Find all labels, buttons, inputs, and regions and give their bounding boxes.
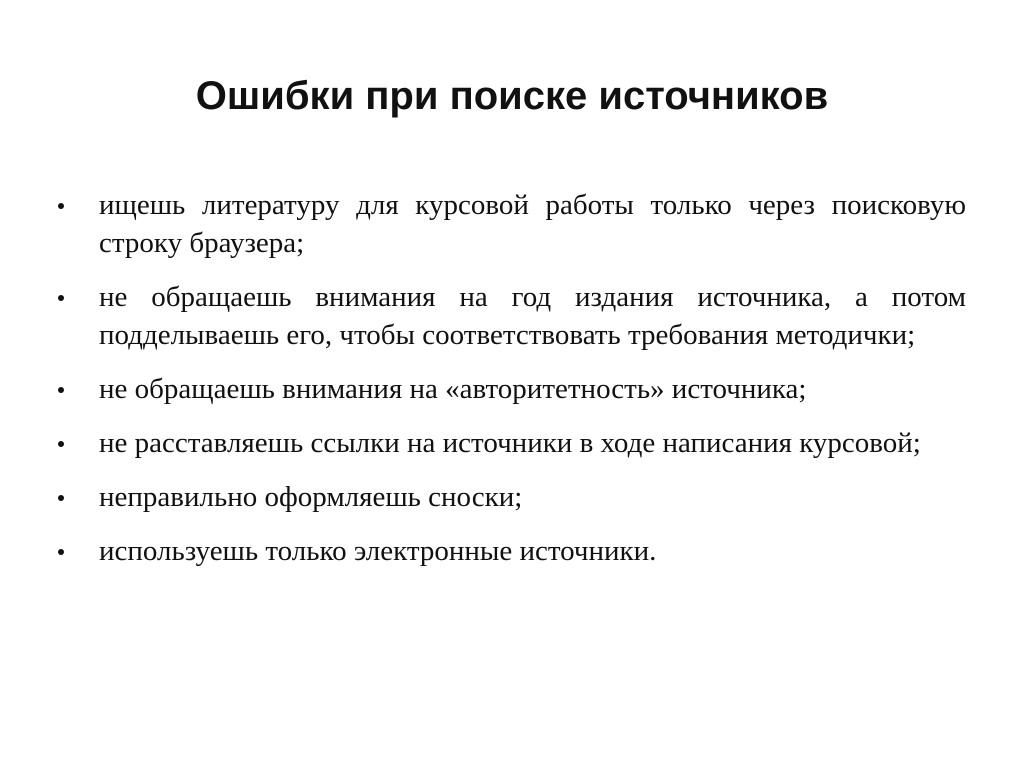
bullet-icon bbox=[58, 549, 64, 555]
bullet-icon bbox=[58, 495, 64, 501]
list-item-text: не обращаешь внимания на «авторитетность» источника; bbox=[99, 373, 807, 405]
list-item bbox=[58, 478, 966, 516]
list-item bbox=[58, 532, 966, 570]
list-item-text: не обращаешь внимания на год издания источника, а потом подделываешь его, чтобы соответствовать требования методички; bbox=[99, 281, 966, 351]
bullet-icon bbox=[58, 203, 64, 209]
bullet-icon bbox=[58, 295, 64, 301]
bullet-icon bbox=[58, 441, 64, 447]
bullet-list bbox=[58, 186, 966, 586]
list-item-text: используешь только электронные источники. bbox=[99, 535, 657, 567]
list-item-text: ищешь литературу для курсовой работы только через поисковую строку браузера; bbox=[99, 189, 966, 259]
bullet-icon bbox=[58, 387, 64, 393]
list-item bbox=[58, 186, 966, 262]
list-item bbox=[58, 424, 966, 462]
list-item-text: неправильно оформляешь сноски; bbox=[99, 481, 523, 513]
list-item-text: не расставляешь ссылки на источники в ходе написания курсовой; bbox=[99, 427, 921, 459]
list-item bbox=[58, 370, 966, 408]
list-item bbox=[58, 278, 966, 354]
slide-title: Ошибки при поиске источников bbox=[195, 74, 829, 118]
